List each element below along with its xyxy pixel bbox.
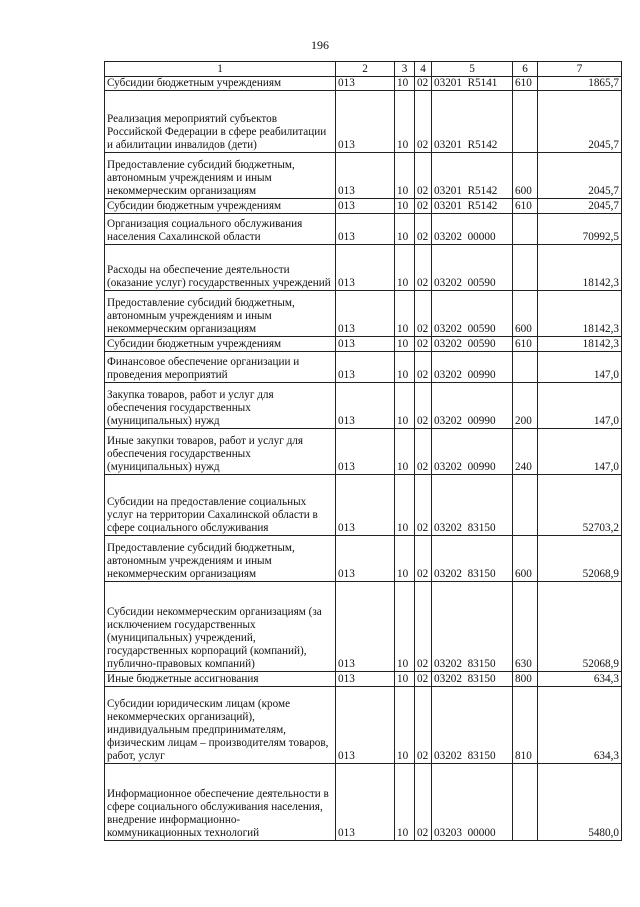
row-target-code: 03202 00990 (432, 383, 513, 429)
row-subsection-code: 02 (415, 383, 432, 429)
row-expense-type: 610 (513, 77, 538, 91)
row-expense-type: 600 (513, 153, 538, 199)
row-name: Расходы на обеспечение деятельности (оказание услуг) государственных учреждений (105, 245, 336, 291)
row-amount: 147,0 (538, 383, 622, 429)
row-expense-type: 600 (513, 536, 538, 582)
table-row (105, 199, 622, 214)
row-target-code: 03202 83150 (432, 672, 513, 687)
row-expense-type (513, 475, 538, 536)
row-ministry-code: 013 (336, 91, 395, 153)
row-ministry-code: 013 (336, 582, 395, 672)
row-target-code: 03202 00990 (432, 429, 513, 475)
row-ministry-code: 013 (336, 77, 395, 91)
row-name: Субсидии бюджетным учреждениям (105, 199, 336, 214)
row-ministry-code: 013 (336, 337, 395, 352)
row-section-code: 10 (395, 153, 415, 199)
row-section-code: 10 (395, 199, 415, 214)
row-ministry-code: 013 (336, 672, 395, 687)
row-ministry-code: 013 (336, 429, 395, 475)
row-amount: 18142,3 (538, 245, 622, 291)
col-header-4: 4 (415, 62, 432, 77)
row-target-code: 03202 83150 (432, 582, 513, 672)
table-row (105, 672, 622, 687)
row-subsection-code: 02 (415, 291, 432, 337)
row-expense-type (513, 764, 538, 841)
row-subsection-code: 02 (415, 153, 432, 199)
row-section-code: 10 (395, 245, 415, 291)
row-target-code: 03202 00590 (432, 245, 513, 291)
budget-table (104, 61, 622, 841)
row-amount: 147,0 (538, 352, 622, 383)
row-amount: 5480,0 (538, 764, 622, 841)
row-expense-type (513, 352, 538, 383)
table-row (105, 245, 622, 291)
row-subsection-code: 02 (415, 582, 432, 672)
row-ministry-code: 013 (336, 536, 395, 582)
row-subsection-code: 02 (415, 199, 432, 214)
row-amount: 2045,7 (538, 199, 622, 214)
row-section-code: 10 (395, 383, 415, 429)
col-header-5: 5 (432, 62, 513, 77)
row-section-code: 10 (395, 91, 415, 153)
row-expense-type (513, 214, 538, 245)
row-subsection-code: 02 (415, 687, 432, 764)
table-row (105, 214, 622, 245)
row-ministry-code: 013 (336, 352, 395, 383)
row-section-code: 10 (395, 687, 415, 764)
col-header-7: 7 (538, 62, 622, 77)
row-target-code: 03202 00000 (432, 214, 513, 245)
col-header-3: 3 (395, 62, 415, 77)
row-subsection-code: 02 (415, 672, 432, 687)
row-target-code: 03201 R5142 (432, 91, 513, 153)
row-name: Субсидии на предоставление социальных услуг на территории Сахалинской области в сфере социального обслуживания (105, 475, 336, 536)
row-subsection-code: 02 (415, 214, 432, 245)
row-target-code: 03202 83150 (432, 536, 513, 582)
row-ministry-code: 013 (336, 687, 395, 764)
row-ministry-code: 013 (336, 214, 395, 245)
row-section-code: 10 (395, 291, 415, 337)
row-ministry-code: 013 (336, 245, 395, 291)
row-ministry-code: 013 (336, 475, 395, 536)
row-section-code: 10 (395, 672, 415, 687)
row-name: Иные закупки товаров, работ и услуг для обеспечения государственных (муниципальных) нужд (105, 429, 336, 475)
row-amount: 2045,7 (538, 153, 622, 199)
row-subsection-code: 02 (415, 245, 432, 291)
page-number: 196 (311, 38, 329, 52)
table-row (105, 291, 622, 337)
row-name: Субсидии юридическим лицам (кроме некоммерческих организаций), индивидуальным предпринимателям, физическим лицам – производителям товаров, работ, услуг (105, 687, 336, 764)
col-header-1: 1 (105, 62, 336, 77)
row-section-code: 10 (395, 214, 415, 245)
row-name: Предоставление субсидий бюджетным, автономным учреждениям и иным некоммерческим организациям (105, 536, 336, 582)
row-ministry-code: 013 (336, 764, 395, 841)
table-row (105, 475, 622, 536)
row-expense-type: 600 (513, 291, 538, 337)
header-row (105, 62, 622, 77)
row-section-code: 10 (395, 77, 415, 91)
table-row (105, 352, 622, 383)
table-row (105, 536, 622, 582)
row-name: Иные бюджетные ассигнования (105, 672, 336, 687)
row-target-code: 03202 00590 (432, 337, 513, 352)
row-amount: 18142,3 (538, 291, 622, 337)
row-amount: 52068,9 (538, 536, 622, 582)
row-target-code: 03203 00000 (432, 764, 513, 841)
row-expense-type (513, 91, 538, 153)
row-target-code: 03202 00590 (432, 291, 513, 337)
row-expense-type (513, 245, 538, 291)
row-name: Предоставление субсидий бюджетным, автономным учреждениям и иным некоммерческим организациям (105, 153, 336, 199)
row-expense-type: 200 (513, 383, 538, 429)
row-name: Субсидии бюджетным учреждениям (105, 77, 336, 91)
row-amount: 70992,5 (538, 214, 622, 245)
row-subsection-code: 02 (415, 91, 432, 153)
row-expense-type: 240 (513, 429, 538, 475)
row-expense-type: 610 (513, 337, 538, 352)
row-target-code: 03201 R5142 (432, 153, 513, 199)
row-name: Реализация мероприятий субъектов Российской Федерации в сфере реабилитации и абилитации инвалидов (дети) (105, 91, 336, 153)
row-section-code: 10 (395, 536, 415, 582)
row-name: Финансовое обеспечение организации и проведения мероприятий (105, 352, 336, 383)
row-amount: 52703,2 (538, 475, 622, 536)
col-header-2: 2 (336, 62, 395, 77)
row-ministry-code: 013 (336, 291, 395, 337)
row-subsection-code: 02 (415, 337, 432, 352)
row-subsection-code: 02 (415, 352, 432, 383)
row-expense-type: 800 (513, 672, 538, 687)
row-section-code: 10 (395, 764, 415, 841)
row-section-code: 10 (395, 337, 415, 352)
row-name: Предоставление субсидий бюджетным, автономным учреждениям и иным некоммерческим организациям (105, 291, 336, 337)
table-row (105, 153, 622, 199)
row-section-code: 10 (395, 475, 415, 536)
row-amount: 634,3 (538, 672, 622, 687)
row-section-code: 10 (395, 582, 415, 672)
row-expense-type: 630 (513, 582, 538, 672)
row-ministry-code: 013 (336, 383, 395, 429)
row-amount: 18142,3 (538, 337, 622, 352)
row-name: Информационное обеспечение деятельности в сфере социального обслуживания населения, внедрение информационно-коммуникационных технологий (105, 764, 336, 841)
table-row (105, 429, 622, 475)
row-ministry-code: 013 (336, 199, 395, 214)
table-row (105, 337, 622, 352)
row-subsection-code: 02 (415, 536, 432, 582)
table-row (105, 764, 622, 841)
row-target-code: 03202 83150 (432, 687, 513, 764)
row-section-code: 10 (395, 352, 415, 383)
table-row (105, 77, 622, 91)
col-header-6: 6 (513, 62, 538, 77)
table-row (105, 687, 622, 764)
row-amount: 634,3 (538, 687, 622, 764)
row-target-code: 03201 R5141 (432, 77, 513, 91)
row-expense-type: 610 (513, 199, 538, 214)
row-amount: 147,0 (538, 429, 622, 475)
row-name: Организация социального обслуживания населения Сахалинской области (105, 214, 336, 245)
row-subsection-code: 02 (415, 475, 432, 536)
row-section-code: 10 (395, 429, 415, 475)
row-target-code: 03202 83150 (432, 475, 513, 536)
row-name: Закупка товаров, работ и услуг для обеспечения государственных (муниципальных) нужд (105, 383, 336, 429)
row-subsection-code: 02 (415, 77, 432, 91)
row-expense-type: 810 (513, 687, 538, 764)
row-amount: 1865,7 (538, 77, 622, 91)
row-amount: 2045,7 (538, 91, 622, 153)
table-row (105, 383, 622, 429)
row-target-code: 03201 R5142 (432, 199, 513, 214)
table-row (105, 91, 622, 153)
row-name: Субсидии бюджетным учреждениям (105, 337, 336, 352)
row-name: Субсидии некоммерческим организациям (за исключением государственных (муниципальных) учреждений, государственных корпораций (компаний), публично-правовых компаний) (105, 582, 336, 672)
table-row (105, 582, 622, 672)
row-target-code: 03202 00990 (432, 352, 513, 383)
row-amount: 52068,9 (538, 582, 622, 672)
row-subsection-code: 02 (415, 764, 432, 841)
row-subsection-code: 02 (415, 429, 432, 475)
row-ministry-code: 013 (336, 153, 395, 199)
